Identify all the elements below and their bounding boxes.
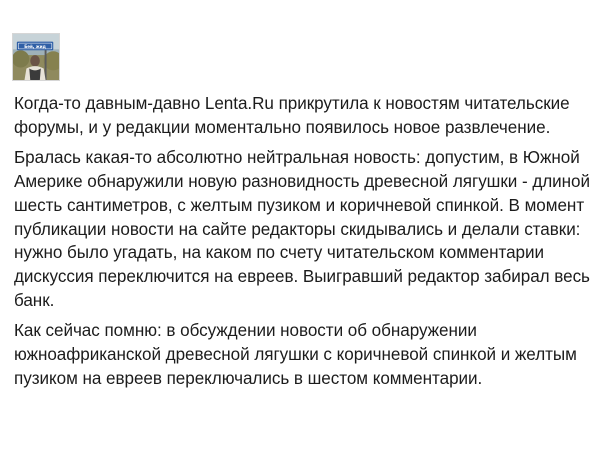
post-paragraph: Бралась какая-то абсолютно нейтральная новость: допустим, в Южной Америке обнаружили новую разновидность древесной лягушки - длиной шесть сантиметров, с желтым пузиком и коричневой спинкой. В момент публикации новости на сайте редакторы скидывались и делали ставки: нужно было угадать, на каком по счету читательском комментарии дискуссия переключится на евреев. Выигравший редактор забирал весь банк. — [14, 148, 591, 310]
post-body — [14, 92, 594, 397]
profile-photo-icon — [13, 34, 59, 80]
post-paragraph: Когда-то давным-давно Lenta.Ru прикрутила к новостям читательские форумы, и у редакции моментально появилось новое развлечение. — [14, 94, 570, 137]
post-paragraph: Как сейчас помню: в обсуждении новости об обнаружении южноафриканской древесной лягушки с коричневой спинкой и желтым пузиком на евреев переключались в шестом комментарии. — [14, 321, 577, 388]
street-sign-text: Бей, жид — [24, 43, 46, 49]
avatar[interactable] — [12, 33, 60, 81]
